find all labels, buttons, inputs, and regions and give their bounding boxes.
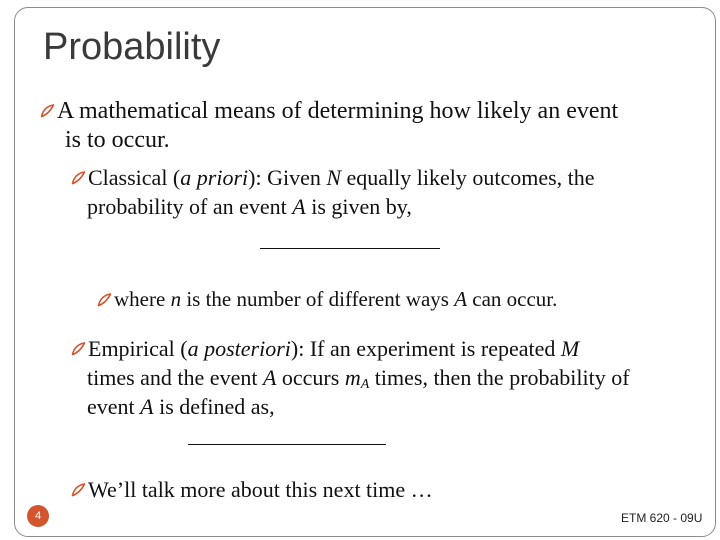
page-number-badge: 4 [27,505,49,527]
classical-bullet [71,163,595,192]
classical-tail: equally likely outcomes, the [341,165,595,190]
empirical-var-m: M [560,336,580,361]
classical-var-a: A [292,194,306,219]
classical-term: a priori [180,165,249,190]
closing-text: We’ll talk more about this next time … [88,477,433,502]
classical-line2-pre: probability of an event [87,194,293,219]
bullet-icon [71,341,86,356]
definition-bullet [40,97,618,125]
bullet-icon [97,292,112,307]
empirical-term: a posteriori [187,336,291,361]
classical-line-2 [87,192,412,221]
note-pre: where [114,287,171,311]
classical-lead: Classical ( [88,165,181,190]
slide [14,7,716,537]
empirical-line3-post: is defined as, [153,394,275,419]
bullet-icon [71,170,86,185]
empirical-line2-mid: occurs [276,365,345,390]
slide-footer: ETM 620 - 09U [621,511,703,525]
closing-bullet [71,475,433,504]
bullet-icon [40,103,55,118]
empirical-line3-pre: event [87,394,141,419]
empirical-var-m: m [344,365,361,390]
empirical-mid: ): If an experiment is repeated [290,336,561,361]
empirical-var-a-2: A [140,394,154,419]
definition-line-2: is to occur. [65,127,170,153]
empirical-var-a: A [262,365,277,390]
empirical-line-3 [87,392,275,421]
empirical-line-2 [87,363,630,392]
classical-var-n: N [326,165,342,190]
empirical-bullet [71,334,579,363]
empirical-formula-blank [188,444,386,445]
empirical-var-m-sub: A [360,377,370,392]
note-var-n: n [170,287,182,311]
slide-title: Probability [43,26,221,68]
empirical-lead: Empirical ( [88,336,188,361]
empirical-line2-post: times, then the probability of [369,365,630,390]
definition-line-1: A mathematical means of determining how likely an event [57,98,619,124]
note-mid: is the number of different ways [181,287,455,311]
classical-note-bullet [97,285,557,313]
note-post: can occur. [467,287,558,311]
note-var-a: A [454,287,468,311]
empirical-line2-pre: times and the event [87,365,263,390]
classical-mid: ): Given [248,165,327,190]
bullet-icon [71,482,86,497]
empirical-var-m-a [345,365,369,390]
classical-line2-post: is given by, [305,194,412,219]
classical-formula-blank [260,248,440,249]
